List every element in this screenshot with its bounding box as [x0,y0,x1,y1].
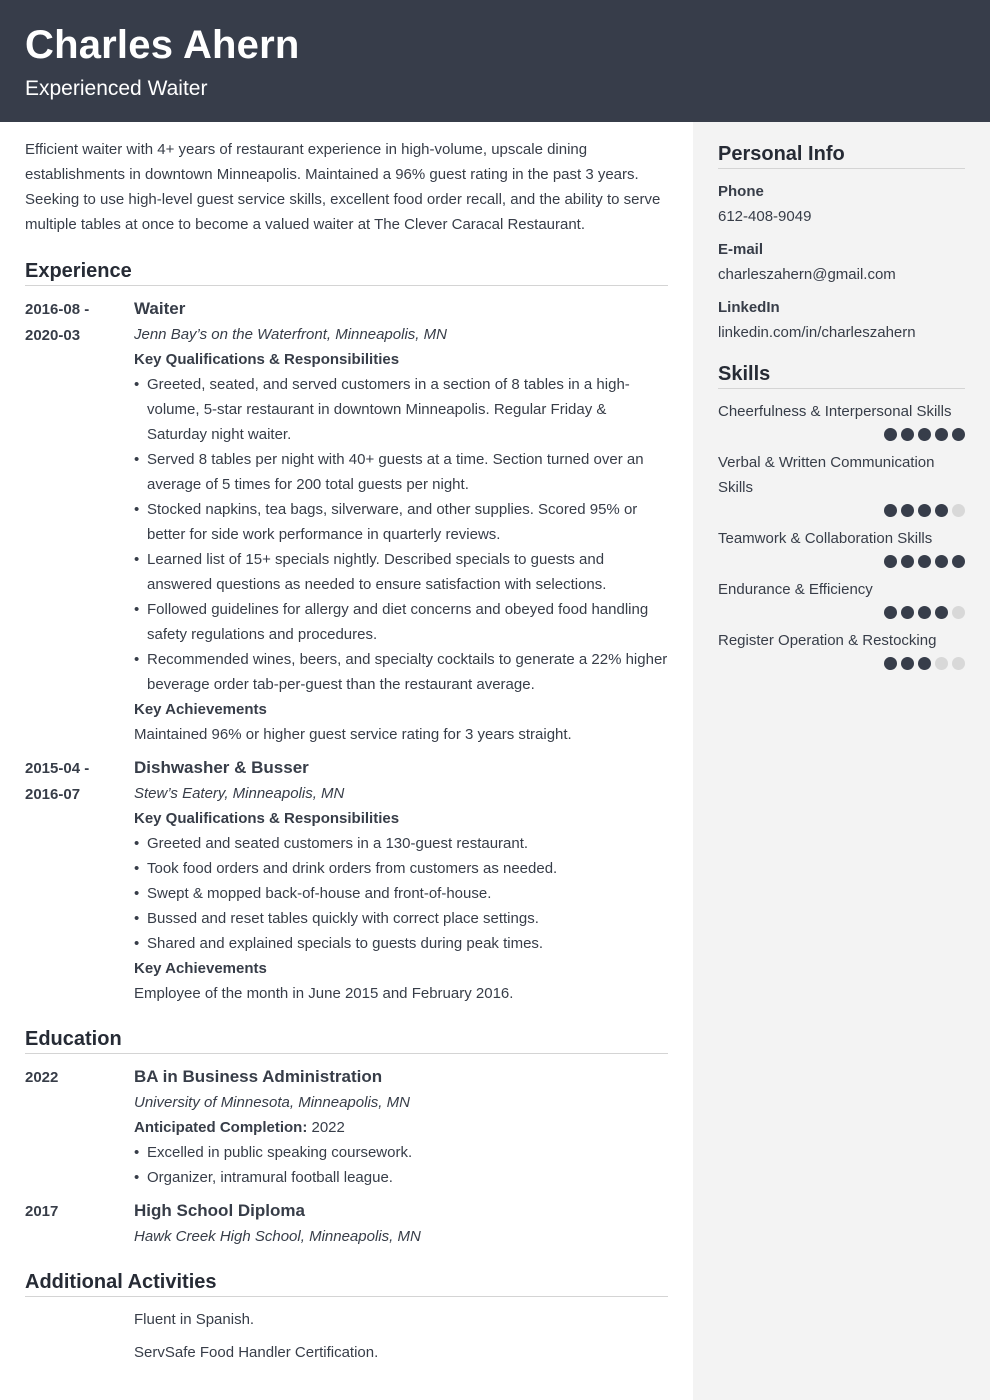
qualifications-heading: Key Qualifications & Responsibilities [134,810,400,827]
skill-item [718,450,965,517]
skill-rating [718,606,965,619]
job-date-start: 2015-04 - [25,760,90,777]
rating-dot-filled-icon [918,606,931,619]
institution: Hawk Creek High School, Minneapolis, MN [134,1228,421,1245]
spacer [25,1014,668,1026]
list-item: • Swept & mopped back-of-house and front-of-house. [134,881,668,906]
job-role: Dishwasher & Busser [134,758,309,777]
rating-dot-filled-icon [952,428,965,441]
rating-dot-filled-icon [884,606,897,619]
rating-dot-filled-icon [901,606,914,619]
section-title-skills: Skills [718,361,965,389]
achievements-heading: Key Achievements [134,960,267,977]
responsibilities-list [134,831,668,956]
skill-item [718,526,965,568]
rating-dot-filled-icon [952,555,965,568]
skill-rating [718,504,965,517]
rating-dot-filled-icon [884,428,897,441]
activities-section [25,1269,668,1365]
rating-dot-filled-icon [935,428,948,441]
phone-label: Phone [718,183,764,200]
skill-name: Endurance & Efficiency [718,581,873,598]
activity-item: Fluent in Spanish. [134,1311,255,1328]
list-item: • Greeted and seated customers in a 130-guest restaurant. [134,831,668,856]
skill-name: Teamwork & Collaboration Skills [718,530,933,547]
rating-dot-empty-icon [952,657,965,670]
rating-dot-empty-icon [952,606,965,619]
degree-title: High School Diploma [134,1201,305,1220]
list-item: • Excelled in public speaking coursework. [134,1140,668,1165]
list-item: • Bussed and reset tables quickly with correct place settings. [134,906,668,931]
job-employer: Jenn Bay’s on the Waterfront, Minneapolis, MN [134,326,447,343]
education-date: 2022 [25,1069,59,1086]
rating-dot-filled-icon [901,657,914,670]
education-date: 2017 [25,1203,59,1220]
job-role: Waiter [134,299,186,318]
job-dates [25,755,134,1006]
rating-dot-filled-icon [884,555,897,568]
skills-section [718,361,965,670]
list-item: • Followed guidelines for allergy and diet concerns and obeyed food handling safety regulations and procedures. [134,597,668,647]
rating-dot-filled-icon [884,657,897,670]
completion-label: Anticipated Completion: [134,1119,308,1136]
job-dates [25,296,134,747]
section-title-experience: Experience [25,258,668,286]
job-employer: Stew’s Eatery, Minneapolis, MN [134,785,345,802]
list-item: • Organizer, intramural football league. [134,1165,668,1190]
main-column [0,122,693,1400]
spacer [25,1257,668,1269]
skill-name: Cheerfulness & Interpersonal Skills [718,403,952,420]
list-item: • Greeted, seated, and served customers in a section of 8 tables in a high-volume, 5-star restaurant in downtown Minneapolis. Regular Friday & Saturday night waiter. [134,372,668,447]
rating-dot-filled-icon [884,504,897,517]
rating-dot-filled-icon [901,504,914,517]
education-entry [25,1198,668,1249]
rating-dot-filled-icon [901,555,914,568]
rating-dot-empty-icon [935,657,948,670]
rating-dot-empty-icon [952,504,965,517]
education-section [25,1026,668,1249]
completion-line [134,1115,668,1140]
list-item: • Learned list of 15+ specials nightly. Described specials to guests and answered questions as needed to ensure satisfaction with selections. [134,547,668,597]
section-title-education: Education [25,1026,668,1054]
experience-section [25,258,668,1006]
skills-list [718,399,965,670]
linkedin-label: LinkedIn [718,299,780,316]
email-value: charleszahern@gmail.com [718,266,896,283]
rating-dot-filled-icon [935,606,948,619]
job-entry [25,755,668,1006]
responsibilities-list [134,372,668,697]
rating-dot-filled-icon [901,428,914,441]
skill-rating [718,555,965,568]
personal-info-section [718,141,965,345]
resume-header [0,0,990,122]
skill-item [718,577,965,619]
qualifications-heading: Key Qualifications & Responsibilities [134,351,400,368]
list-item: • Shared and explained specials to guests during peak times. [134,931,668,956]
linkedin-value: linkedin.com/in/charleszahern [718,324,916,341]
list-item: • Served 8 tables per night with 40+ guests at a time. Section turned over an average of 5 times for 200 total guests per night. [134,447,668,497]
institution: University of Minnesota, Minneapolis, MN [134,1094,410,1111]
skill-name: Verbal & Written Communication Skills [718,454,935,496]
education-list [134,1140,668,1190]
section-title-activities: Additional Activities [25,1269,668,1297]
job-date-start: 2016-08 - [25,301,90,318]
rating-dot-filled-icon [918,657,931,670]
candidate-name: Charles Ahern [25,23,300,67]
degree-title: BA in Business Administration [134,1067,383,1086]
education-entry [25,1064,668,1190]
job-entry [25,296,668,747]
candidate-title: Experienced Waiter [25,77,208,100]
rating-dot-filled-icon [918,504,931,517]
skill-item [718,399,965,441]
achievement-text: Maintained 96% or higher guest service rating for 3 years straight. [134,726,572,743]
skill-name: Register Operation & Restocking [718,632,937,649]
rating-dot-filled-icon [918,555,931,568]
job-date-end: 2016-07 [25,786,81,803]
email-label: E-mail [718,241,764,258]
rating-dot-filled-icon [935,504,948,517]
rating-dot-filled-icon [918,428,931,441]
section-title-personal-info: Personal Info [718,141,965,169]
skill-rating [718,657,965,670]
summary: Efficient waiter with 4+ years of restaurant experience in high-volume, upscale dining establishments in downtown Minneapolis. Maintained a 96% guest rating in the past 3 years. Seeking to use high-level guest service skills, excellent food order recall, and the ability to serve multiple tables at once to become a valued waiter at The Clever Caracal Restaurant. [25,141,661,233]
phone-value: 612-408-9049 [718,208,812,225]
achievement-text: Employee of the month in June 2015 and February 2016. [134,985,514,1002]
list-item: • Recommended wines, beers, and specialty cocktails to generate a 22% higher beverage order tab-per-guest than the restaurant average. [134,647,668,697]
activity-item: ServSafe Food Handler Certification. [134,1344,379,1361]
skill-rating [718,428,965,441]
job-date-end: 2020-03 [25,327,81,344]
rating-dot-filled-icon [935,555,948,568]
achievements-heading: Key Achievements [134,701,267,718]
list-item: • Took food orders and drink orders from customers as needed. [134,856,668,881]
sidebar [693,122,990,1400]
completion-value: 2022 [307,1119,345,1136]
list-item: • Stocked napkins, tea bags, silverware, and other supplies. Scored 95% or better for side work performance in quarterly reviews. [134,497,668,547]
skill-item [718,628,965,670]
